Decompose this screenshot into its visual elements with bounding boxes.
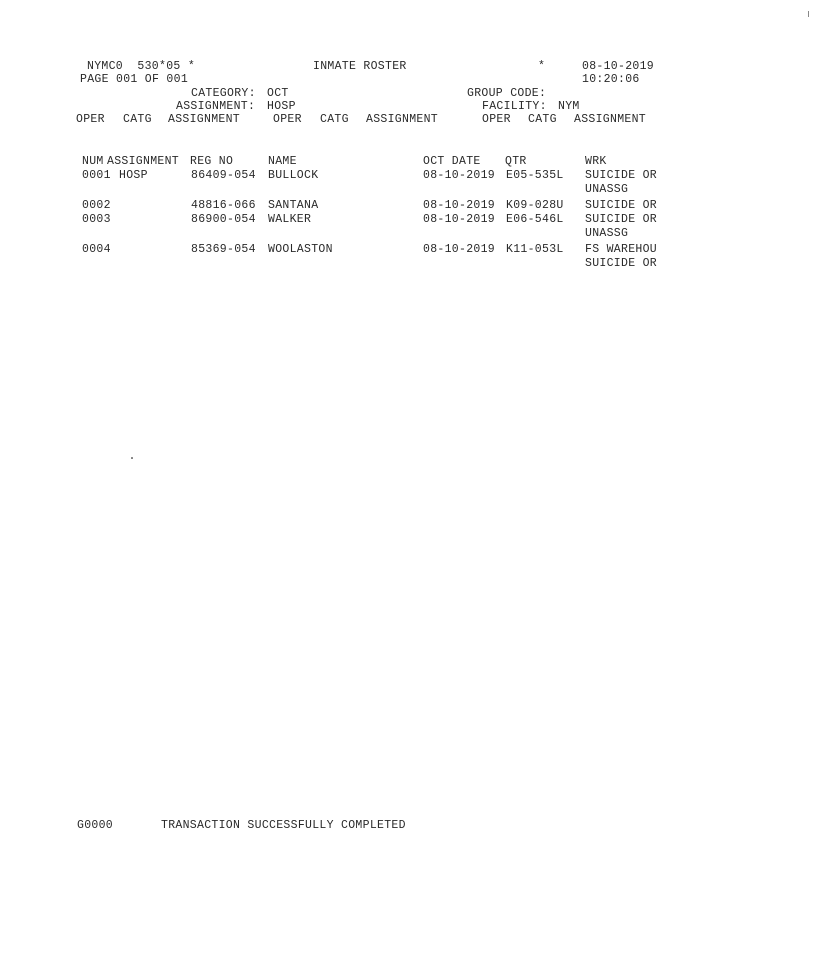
table-row [0,213,813,226]
criteria-col-catg-3: CATG [528,113,557,126]
row-num: 0001 [82,169,111,182]
col-wrk: WRK [585,155,607,168]
row-qtr: E05-535L [506,169,564,182]
criteria-col-oper-1: OPER [76,113,105,126]
assignment-value: HOSP [267,100,296,113]
criteria-col-assignment-3: ASSIGNMENT [574,113,647,126]
row-assignment: HOSP [119,169,148,182]
row-name: SANTANA [268,199,319,212]
page-indicator: PAGE 001 OF 001 [80,73,189,86]
status-message: TRANSACTION SUCCESSFULLY COMPLETED [161,819,406,832]
row-qtr: E06-546L [506,213,564,226]
status-code: G0000 [77,819,114,832]
facility-value: NYM [558,100,580,113]
row-oct-date: 08-10-2019 [423,243,496,256]
row-wrk: SUICIDE OR [585,169,658,182]
system-id: NYMC0 530*05 * [87,60,196,73]
row-name: BULLOCK [268,169,319,182]
category-label: CATEGORY: [191,87,256,100]
row-reg-no: 86409-054 [191,169,256,182]
page-edge-mark [808,11,809,17]
roster-table-header [0,155,813,168]
row-num: 0003 [82,213,111,226]
header-star: * [538,60,546,73]
row-reg-no: 86900-054 [191,213,256,226]
report-title: INMATE ROSTER [313,60,407,73]
row-num: 0004 [82,243,111,256]
row-wrk: FS WAREHOU [585,243,658,256]
report-date: 08-10-2019 [582,60,655,73]
table-row-continuation [0,183,813,196]
row-reg-no: 48816-066 [191,199,256,212]
col-name: NAME [268,155,297,168]
row-wrk-continued: UNASSG [585,183,629,196]
table-row [0,199,813,212]
col-num: NUM [82,155,104,168]
criteria-col-assignment-2: ASSIGNMENT [366,113,439,126]
row-name: WOOLASTON [268,243,333,256]
criteria-col-oper-3: OPER [482,113,511,126]
assignment-label: ASSIGNMENT: [176,100,256,113]
table-row-continuation [0,257,813,270]
row-qtr: K09-028U [506,199,564,212]
row-reg-no: 85369-054 [191,243,256,256]
col-qtr: QTR [505,155,527,168]
table-row [0,243,813,256]
row-oct-date: 08-10-2019 [423,213,496,226]
row-name: WALKER [268,213,312,226]
status-bar [0,819,813,832]
scan-speck [131,457,133,459]
row-wrk: SUICIDE OR [585,199,658,212]
row-num: 0002 [82,199,111,212]
group-code-label: GROUP CODE: [467,87,547,100]
row-qtr: K11-053L [506,243,564,256]
row-oct-date: 08-10-2019 [423,169,496,182]
criteria-col-oper-2: OPER [273,113,302,126]
criteria-column-header [0,113,813,126]
table-row [0,169,813,182]
col-assignment: ASSIGNMENT [107,155,180,168]
criteria-col-assignment-1: ASSIGNMENT [168,113,241,126]
row-oct-date: 08-10-2019 [423,199,496,212]
row-wrk-continued: UNASSG [585,227,629,240]
row-wrk: SUICIDE OR [585,213,658,226]
category-value: OCT [267,87,289,100]
table-row-continuation [0,227,813,240]
criteria-col-catg-2: CATG [320,113,349,126]
report-time: 10:20:06 [582,73,640,86]
col-reg-no: REG NO [190,155,234,168]
criteria-col-catg-1: CATG [123,113,152,126]
row-wrk-continued: SUICIDE OR [585,257,658,270]
col-oct-date: OCT DATE [423,155,481,168]
facility-label: FACILITY: [482,100,547,113]
